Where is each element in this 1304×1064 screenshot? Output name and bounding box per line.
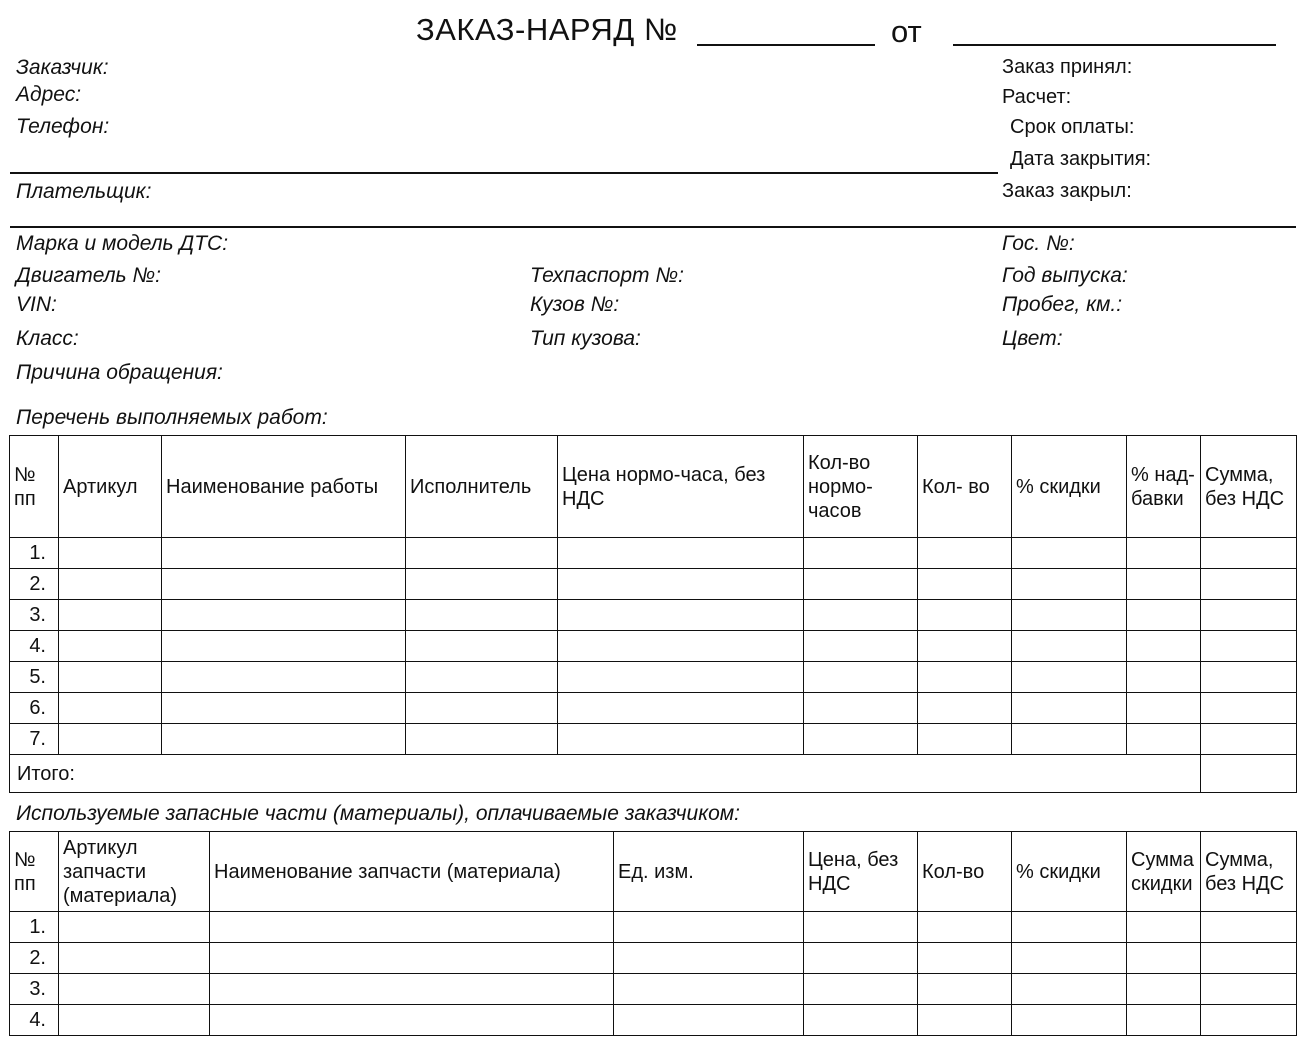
table-cell[interactable] (210, 943, 614, 974)
table-cell[interactable] (59, 912, 210, 943)
table-cell[interactable] (210, 912, 614, 943)
table-row (10, 724, 1297, 755)
row-number: 3. (10, 974, 59, 1005)
works-col-quantity: Кол- во (918, 436, 1012, 538)
row-number: 7. (10, 724, 59, 755)
customer-label: Заказчик: (16, 56, 109, 79)
table-cell[interactable] (162, 569, 406, 600)
works-col-number: № пп (10, 436, 59, 538)
table-cell[interactable] (210, 974, 614, 1005)
table-cell[interactable] (1201, 943, 1297, 974)
table-cell[interactable] (1201, 569, 1297, 600)
table-cell[interactable] (406, 693, 558, 724)
table-cell[interactable] (918, 912, 1012, 943)
title-from-label: от (891, 14, 922, 49)
row-number: 2. (10, 569, 59, 600)
year-label: Год выпуска: (1002, 264, 1128, 287)
table-cell[interactable] (1012, 974, 1127, 1005)
table-cell[interactable] (1127, 724, 1201, 755)
table-cell[interactable] (918, 693, 1012, 724)
table-cell[interactable] (1201, 724, 1297, 755)
table-cell[interactable] (918, 538, 1012, 569)
table-cell[interactable] (1127, 943, 1201, 974)
table-cell[interactable] (1127, 600, 1201, 631)
payment-label: Расчет: (1002, 86, 1072, 108)
table-cell[interactable] (1012, 631, 1127, 662)
payer-label: Плательщик: (16, 180, 152, 203)
works-col-sum: Сумма, без НДС (1201, 436, 1297, 538)
table-cell[interactable] (1012, 569, 1127, 600)
works-col-markup: % над-бавки (1127, 436, 1201, 538)
table-cell[interactable] (614, 1005, 804, 1036)
table-cell[interactable] (1201, 662, 1297, 693)
table-cell[interactable] (1127, 974, 1201, 1005)
table-cell[interactable] (1127, 662, 1201, 693)
row-number: 2. (10, 943, 59, 974)
table-cell[interactable] (162, 693, 406, 724)
works-col-hours: Кол-во нормо-часов (804, 436, 918, 538)
parts-col-unit: Ед. изм. (614, 832, 804, 912)
table-cell[interactable] (558, 631, 804, 662)
table-cell[interactable] (1127, 693, 1201, 724)
table-cell[interactable] (406, 631, 558, 662)
works-total-label: Итого: (10, 755, 1201, 793)
table-cell[interactable] (804, 600, 918, 631)
table-cell[interactable] (1201, 693, 1297, 724)
table-cell[interactable] (1201, 912, 1297, 943)
parts-col-part-name: Наименование запчасти (материала) (210, 832, 614, 912)
table-cell[interactable] (804, 569, 918, 600)
table-cell[interactable] (1012, 724, 1127, 755)
table-row (10, 974, 1297, 1005)
passport-label: Техпаспорт №: (530, 264, 684, 287)
vin-label: VIN: (16, 293, 57, 316)
table-row (10, 943, 1297, 974)
table-cell[interactable] (59, 631, 162, 662)
table-cell[interactable] (1201, 1005, 1297, 1036)
parts-col-article: Артикул запчасти (материала) (59, 832, 210, 912)
table-cell[interactable] (1012, 1005, 1127, 1036)
works-col-discount: % скидки (1012, 436, 1127, 538)
table-cell[interactable] (162, 538, 406, 569)
table-cell[interactable] (558, 724, 804, 755)
table-cell[interactable] (918, 974, 1012, 1005)
table-cell[interactable] (406, 600, 558, 631)
address-label: Адрес: (16, 83, 82, 106)
table-cell[interactable] (59, 569, 162, 600)
table-cell[interactable] (1127, 569, 1201, 600)
customer-separator (10, 172, 998, 174)
table-cell[interactable] (558, 569, 804, 600)
table-cell[interactable] (162, 724, 406, 755)
table-cell[interactable] (59, 1005, 210, 1036)
table-cell[interactable] (1201, 538, 1297, 569)
table-cell[interactable] (1012, 662, 1127, 693)
table-cell[interactable] (162, 600, 406, 631)
table-cell[interactable] (59, 662, 162, 693)
table-cell[interactable] (59, 600, 162, 631)
parts-table (9, 831, 1297, 1036)
table-cell[interactable] (1012, 912, 1127, 943)
works-col-work-name: Наименование работы (162, 436, 406, 538)
table-cell[interactable] (804, 943, 918, 974)
row-number: 6. (10, 693, 59, 724)
table-cell[interactable] (614, 974, 804, 1005)
parts-col-sum: Сумма, без НДС (1201, 832, 1297, 912)
table-cell[interactable] (804, 912, 918, 943)
make-model-label: Марка и модель ДТС: (16, 232, 229, 255)
table-row (10, 631, 1297, 662)
order-accepted-label: Заказ принял: (1002, 56, 1133, 78)
parts-col-number: № пп (10, 832, 59, 912)
row-number: 5. (10, 662, 59, 693)
table-cell[interactable] (804, 538, 918, 569)
table-cell[interactable] (1127, 538, 1201, 569)
table-cell[interactable] (1127, 631, 1201, 662)
works-total-value[interactable] (1201, 755, 1297, 793)
works-total-row (10, 755, 1297, 793)
table-row (10, 538, 1297, 569)
table-row (10, 662, 1297, 693)
engine-label: Двигатель №: (16, 264, 162, 287)
row-number: 4. (10, 1005, 59, 1036)
table-cell[interactable] (210, 1005, 614, 1036)
table-cell[interactable] (59, 943, 210, 974)
table-cell[interactable] (1201, 974, 1297, 1005)
table-cell[interactable] (918, 631, 1012, 662)
works-col-performer: Исполнитель (406, 436, 558, 538)
table-cell[interactable] (59, 974, 210, 1005)
table-cell[interactable] (558, 693, 804, 724)
table-cell[interactable] (59, 538, 162, 569)
parts-col-price: Цена, без НДС (804, 832, 918, 912)
works-col-hour-price: Цена нормо-часа, без НДС (558, 436, 804, 538)
table-cell[interactable] (614, 943, 804, 974)
table-cell[interactable] (162, 662, 406, 693)
body-type-label: Тип кузова: (530, 327, 641, 350)
row-number: 1. (10, 538, 59, 569)
table-cell[interactable] (804, 724, 918, 755)
body-number-label: Кузов №: (530, 293, 620, 316)
parts-header-row (10, 832, 1297, 912)
plate-label: Гос. №: (1002, 232, 1075, 255)
order-number-line (697, 44, 875, 46)
table-cell[interactable] (1012, 600, 1127, 631)
table-cell[interactable] (804, 974, 918, 1005)
mileage-label: Пробег, км.: (1002, 293, 1123, 316)
table-cell[interactable] (1201, 600, 1297, 631)
row-number: 4. (10, 631, 59, 662)
class-label: Класс: (16, 327, 79, 350)
table-cell[interactable] (804, 1005, 918, 1036)
row-number: 1. (10, 912, 59, 943)
phone-label: Телефон: (16, 115, 110, 138)
parts-col-discount: % скидки (1012, 832, 1127, 912)
table-cell[interactable] (804, 662, 918, 693)
table-row (10, 1005, 1297, 1036)
document-title: ЗАКАЗ-НАРЯД № (416, 12, 678, 47)
parts-col-discount-sum: Сумма скидки (1127, 832, 1201, 912)
table-cell[interactable] (406, 569, 558, 600)
parts-col-quantity: Кол-во (918, 832, 1012, 912)
row-number: 3. (10, 600, 59, 631)
table-cell[interactable] (406, 538, 558, 569)
color-label: Цвет: (1002, 327, 1063, 350)
table-cell[interactable] (1012, 538, 1127, 569)
parts-section-title: Используемые запасные части (материалы), оплачиваемые заказчиком: (16, 802, 741, 825)
table-cell[interactable] (804, 693, 918, 724)
table-cell[interactable] (558, 538, 804, 569)
table-cell[interactable] (918, 724, 1012, 755)
order-date-line (953, 44, 1276, 46)
works-col-article: Артикул (59, 436, 162, 538)
closed-by-label: Заказ закрыл: (1002, 180, 1132, 202)
payment-term-label: Срок оплаты: (1010, 116, 1135, 138)
table-cell[interactable] (614, 912, 804, 943)
table-row (10, 693, 1297, 724)
table-cell[interactable] (406, 662, 558, 693)
table-cell[interactable] (918, 1005, 1012, 1036)
table-cell[interactable] (918, 600, 1012, 631)
table-cell[interactable] (1012, 693, 1127, 724)
reason-label: Причина обращения: (16, 361, 223, 384)
table-cell[interactable] (1201, 631, 1297, 662)
table-cell[interactable] (558, 662, 804, 693)
table-row (10, 912, 1297, 943)
table-row (10, 600, 1297, 631)
table-cell[interactable] (558, 600, 804, 631)
table-cell[interactable] (918, 569, 1012, 600)
table-row (10, 569, 1297, 600)
works-header-row (10, 436, 1297, 538)
table-cell[interactable] (804, 631, 918, 662)
close-date-label: Дата закрытия: (1010, 148, 1152, 170)
table-cell[interactable] (59, 693, 162, 724)
table-cell[interactable] (1012, 943, 1127, 974)
table-cell[interactable] (162, 631, 406, 662)
table-cell[interactable] (406, 724, 558, 755)
table-cell[interactable] (918, 943, 1012, 974)
table-cell[interactable] (918, 662, 1012, 693)
table-cell[interactable] (59, 724, 162, 755)
works-section-title: Перечень выполняемых работ: (16, 406, 328, 429)
vehicle-separator (10, 226, 1296, 228)
table-cell[interactable] (1127, 1005, 1201, 1036)
works-table (9, 435, 1297, 793)
table-cell[interactable] (1127, 912, 1201, 943)
